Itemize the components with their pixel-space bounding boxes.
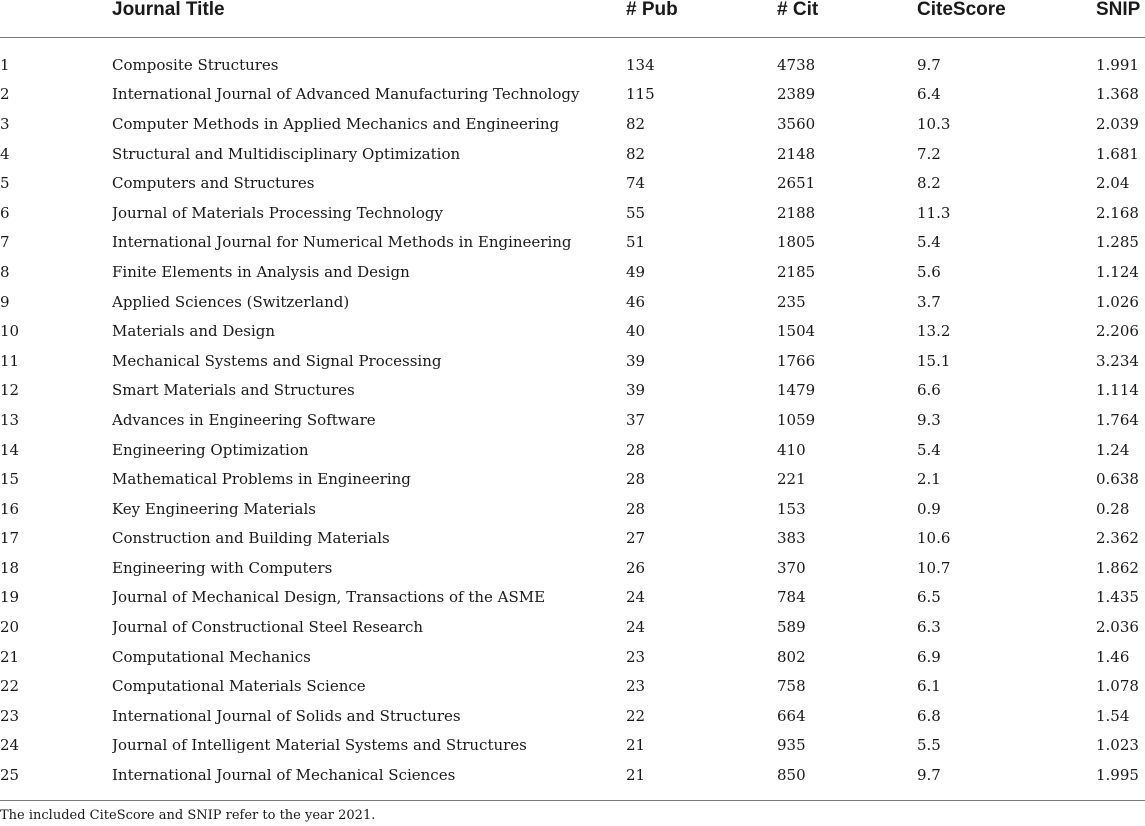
cell-snip: 1.24 xyxy=(1096,440,1130,459)
cell-snip: 2.168 xyxy=(1096,203,1139,222)
cell-pub: 37 xyxy=(626,410,646,429)
cell-cit: 2185 xyxy=(777,262,816,281)
cell-snip: 1.681 xyxy=(1096,144,1139,163)
cell-rank: 18 xyxy=(0,558,20,577)
cell-journal-title: International Journal of Solids and Structures xyxy=(112,706,461,725)
cell-pub: 82 xyxy=(626,144,646,163)
cell-snip: 1.114 xyxy=(1096,381,1139,400)
cell-snip: 2.206 xyxy=(1096,322,1139,341)
cell-journal-title: International Journal of Mechanical Sciences xyxy=(112,766,456,785)
table-row xyxy=(0,583,1145,613)
cell-cit: 1805 xyxy=(777,233,816,252)
table-row xyxy=(0,671,1145,701)
cell-snip: 1.124 xyxy=(1096,262,1139,281)
cell-journal-title: Smart Materials and Structures xyxy=(112,381,355,400)
cell-cit: 3560 xyxy=(777,114,816,133)
cell-rank: 6 xyxy=(0,203,10,222)
cell-pub: 49 xyxy=(626,262,646,281)
cell-pub: 28 xyxy=(626,499,646,518)
cell-citescore: 6.8 xyxy=(917,706,941,725)
cell-snip: 1.54 xyxy=(1096,706,1130,725)
cell-snip: 2.362 xyxy=(1096,529,1139,548)
cell-cit: 370 xyxy=(777,558,806,577)
cell-journal-title: Composite Structures xyxy=(112,55,279,74)
cell-journal-title: Engineering Optimization xyxy=(112,440,309,459)
cell-rank: 7 xyxy=(0,233,10,252)
cell-citescore: 2.1 xyxy=(917,470,941,489)
cell-rank: 11 xyxy=(0,351,20,370)
table-row xyxy=(0,405,1145,435)
header-citescore: CiteScore xyxy=(917,0,1096,38)
cell-cit: 850 xyxy=(777,766,806,785)
table-bottom-rule xyxy=(0,800,1145,801)
cell-rank: 24 xyxy=(0,736,20,755)
cell-pub: 134 xyxy=(626,55,655,74)
cell-journal-title: Applied Sciences (Switzerland) xyxy=(112,292,350,311)
table-row xyxy=(0,524,1145,554)
cell-pub: 23 xyxy=(626,677,646,696)
cell-cit: 2389 xyxy=(777,85,816,104)
cell-citescore: 10.3 xyxy=(917,114,951,133)
cell-citescore: 5.5 xyxy=(917,736,941,755)
cell-snip: 1.435 xyxy=(1096,588,1139,607)
cell-rank: 1 xyxy=(0,55,10,74)
cell-rank: 8 xyxy=(0,262,10,281)
table-row xyxy=(0,612,1145,642)
cell-snip: 0.638 xyxy=(1096,470,1139,489)
cell-journal-title: Journal of Constructional Steel Research xyxy=(112,618,424,637)
cell-cit: 1766 xyxy=(777,351,816,370)
cell-journal-title: Journal of Mechanical Design, Transactions of the ASME xyxy=(112,588,546,607)
header-row xyxy=(0,0,1145,38)
table-row xyxy=(0,316,1145,346)
cell-rank: 16 xyxy=(0,499,20,518)
table-row xyxy=(0,109,1145,139)
cell-citescore: 10.7 xyxy=(917,558,951,577)
cell-rank: 13 xyxy=(0,410,20,429)
cell-citescore: 6.6 xyxy=(917,381,941,400)
cell-snip: 1.023 xyxy=(1096,736,1139,755)
table-row xyxy=(0,494,1145,524)
table-row xyxy=(0,701,1145,731)
cell-rank: 2 xyxy=(0,85,10,104)
cell-pub: 115 xyxy=(626,85,655,104)
cell-rank: 12 xyxy=(0,381,20,400)
cell-pub: 74 xyxy=(626,174,646,193)
cell-snip: 1.026 xyxy=(1096,292,1139,311)
cell-journal-title: International Journal for Numerical Methods in Engineering xyxy=(112,233,572,252)
cell-snip: 1.995 xyxy=(1096,766,1139,785)
cell-rank: 14 xyxy=(0,440,20,459)
cell-rank: 19 xyxy=(0,588,20,607)
cell-journal-title: Mechanical Systems and Signal Processing xyxy=(112,351,442,370)
cell-journal-title: Journal of Intelligent Material Systems and Structures xyxy=(112,736,527,755)
cell-snip: 1.862 xyxy=(1096,558,1139,577)
table-row xyxy=(0,257,1145,287)
cell-snip: 1.46 xyxy=(1096,647,1130,666)
table-row xyxy=(0,376,1145,406)
cell-snip: 2.04 xyxy=(1096,174,1130,193)
cell-pub: 39 xyxy=(626,381,646,400)
cell-pub: 28 xyxy=(626,470,646,489)
cell-citescore: 5.4 xyxy=(917,440,941,459)
cell-pub: 22 xyxy=(626,706,646,725)
cell-cit: 758 xyxy=(777,677,806,696)
cell-cit: 410 xyxy=(777,440,806,459)
cell-citescore: 5.6 xyxy=(917,262,941,281)
cell-citescore: 6.5 xyxy=(917,588,941,607)
cell-cit: 1479 xyxy=(777,381,816,400)
cell-rank: 22 xyxy=(0,677,20,696)
cell-rank: 3 xyxy=(0,114,10,133)
cell-citescore: 3.7 xyxy=(917,292,941,311)
cell-rank: 23 xyxy=(0,706,20,725)
table-row xyxy=(0,464,1145,494)
table-row xyxy=(0,760,1145,802)
cell-pub: 46 xyxy=(626,292,646,311)
cell-citescore: 10.6 xyxy=(917,529,951,548)
cell-citescore: 6.4 xyxy=(917,85,941,104)
cell-rank: 15 xyxy=(0,470,20,489)
cell-journal-title: Computers and Structures xyxy=(112,174,315,193)
cell-pub: 23 xyxy=(626,647,646,666)
cell-cit: 235 xyxy=(777,292,806,311)
cell-citescore: 9.3 xyxy=(917,410,941,429)
cell-journal-title: Computational Mechanics xyxy=(112,647,311,666)
cell-snip: 1.078 xyxy=(1096,677,1139,696)
cell-snip: 1.991 xyxy=(1096,55,1139,74)
cell-citescore: 6.9 xyxy=(917,647,941,666)
cell-pub: 28 xyxy=(626,440,646,459)
cell-cit: 4738 xyxy=(777,55,816,74)
cell-cit: 2188 xyxy=(777,203,816,222)
table-row xyxy=(0,80,1145,110)
cell-citescore: 13.2 xyxy=(917,322,951,341)
cell-pub: 26 xyxy=(626,558,646,577)
cell-journal-title: Key Engineering Materials xyxy=(112,499,316,518)
cell-rank: 4 xyxy=(0,144,10,163)
cell-snip: 0.28 xyxy=(1096,499,1130,518)
cell-citescore: 6.3 xyxy=(917,618,941,637)
cell-journal-title: Advances in Engineering Software xyxy=(112,410,376,429)
cell-pub: 55 xyxy=(626,203,646,222)
cell-cit: 1504 xyxy=(777,322,816,341)
cell-journal-title: Finite Elements in Analysis and Design xyxy=(112,262,410,281)
cell-cit: 802 xyxy=(777,647,806,666)
cell-cit: 589 xyxy=(777,618,806,637)
cell-journal-title: Materials and Design xyxy=(112,322,276,341)
table-header xyxy=(0,0,1145,38)
header-pub: # Pub xyxy=(626,0,777,38)
cell-snip: 1.764 xyxy=(1096,410,1139,429)
cell-pub: 24 xyxy=(626,588,646,607)
cell-journal-title: Computer Methods in Applied Mechanics and Engineering xyxy=(112,114,560,133)
cell-journal-title: Construction and Building Materials xyxy=(112,529,390,548)
cell-rank: 20 xyxy=(0,618,20,637)
table-row xyxy=(0,287,1145,317)
cell-rank: 17 xyxy=(0,529,20,548)
table-row xyxy=(0,435,1145,465)
cell-journal-title: International Journal of Advanced Manufacturing Technology xyxy=(112,85,580,104)
table-row xyxy=(0,642,1145,672)
header-cit: # Cit xyxy=(777,0,917,38)
cell-cit: 2651 xyxy=(777,174,816,193)
cell-pub: 21 xyxy=(626,766,646,785)
cell-pub: 82 xyxy=(626,114,646,133)
cell-citescore: 9.7 xyxy=(917,55,941,74)
cell-snip: 1.368 xyxy=(1096,85,1139,104)
cell-cit: 221 xyxy=(777,470,806,489)
cell-snip: 3.234 xyxy=(1096,351,1139,370)
cell-citescore: 9.7 xyxy=(917,766,941,785)
cell-rank: 25 xyxy=(0,766,20,785)
table-row xyxy=(0,139,1145,169)
cell-cit: 383 xyxy=(777,529,806,548)
cell-snip: 1.285 xyxy=(1096,233,1139,252)
cell-journal-title: Mathematical Problems in Engineering xyxy=(112,470,411,489)
table-row xyxy=(0,168,1145,198)
cell-journal-title: Computational Materials Science xyxy=(112,677,366,696)
cell-cit: 784 xyxy=(777,588,806,607)
cell-cit: 153 xyxy=(777,499,806,518)
cell-cit: 1059 xyxy=(777,410,816,429)
cell-snip: 2.036 xyxy=(1096,618,1139,637)
cell-snip: 2.039 xyxy=(1096,114,1139,133)
cell-pub: 39 xyxy=(626,351,646,370)
cell-citescore: 5.4 xyxy=(917,233,941,252)
header-snip: SNIP xyxy=(1096,0,1145,38)
cell-citescore: 0.9 xyxy=(917,499,941,518)
cell-journal-title: Journal of Materials Processing Technology xyxy=(112,203,443,222)
table-row xyxy=(0,228,1145,258)
cell-citescore: 7.2 xyxy=(917,144,941,163)
cell-cit: 935 xyxy=(777,736,806,755)
header-rank xyxy=(0,0,112,38)
table-footnote: The included CiteScore and SNIP refer to the year 2021. xyxy=(0,808,376,823)
cell-journal-title: Structural and Multidisciplinary Optimization xyxy=(112,144,461,163)
cell-cit: 664 xyxy=(777,706,806,725)
table-row xyxy=(0,731,1145,761)
table-row xyxy=(0,198,1145,228)
cell-citescore: 15.1 xyxy=(917,351,951,370)
table-body xyxy=(0,38,1145,802)
table-row xyxy=(0,553,1145,583)
cell-rank: 9 xyxy=(0,292,10,311)
cell-pub: 51 xyxy=(626,233,646,252)
cell-journal-title: Engineering with Computers xyxy=(112,558,333,577)
cell-rank: 10 xyxy=(0,322,20,341)
cell-pub: 21 xyxy=(626,736,646,755)
cell-pub: 24 xyxy=(626,618,646,637)
cell-rank: 5 xyxy=(0,174,10,193)
cell-pub: 40 xyxy=(626,322,646,341)
header-journal-title: Journal Title xyxy=(112,0,626,38)
cell-cit: 2148 xyxy=(777,144,816,163)
cell-citescore: 6.1 xyxy=(917,677,941,696)
cell-pub: 27 xyxy=(626,529,646,548)
table-row xyxy=(0,346,1145,376)
cell-citescore: 11.3 xyxy=(917,203,951,222)
table-row xyxy=(0,38,1145,80)
cell-rank: 21 xyxy=(0,647,20,666)
cell-citescore: 8.2 xyxy=(917,174,941,193)
